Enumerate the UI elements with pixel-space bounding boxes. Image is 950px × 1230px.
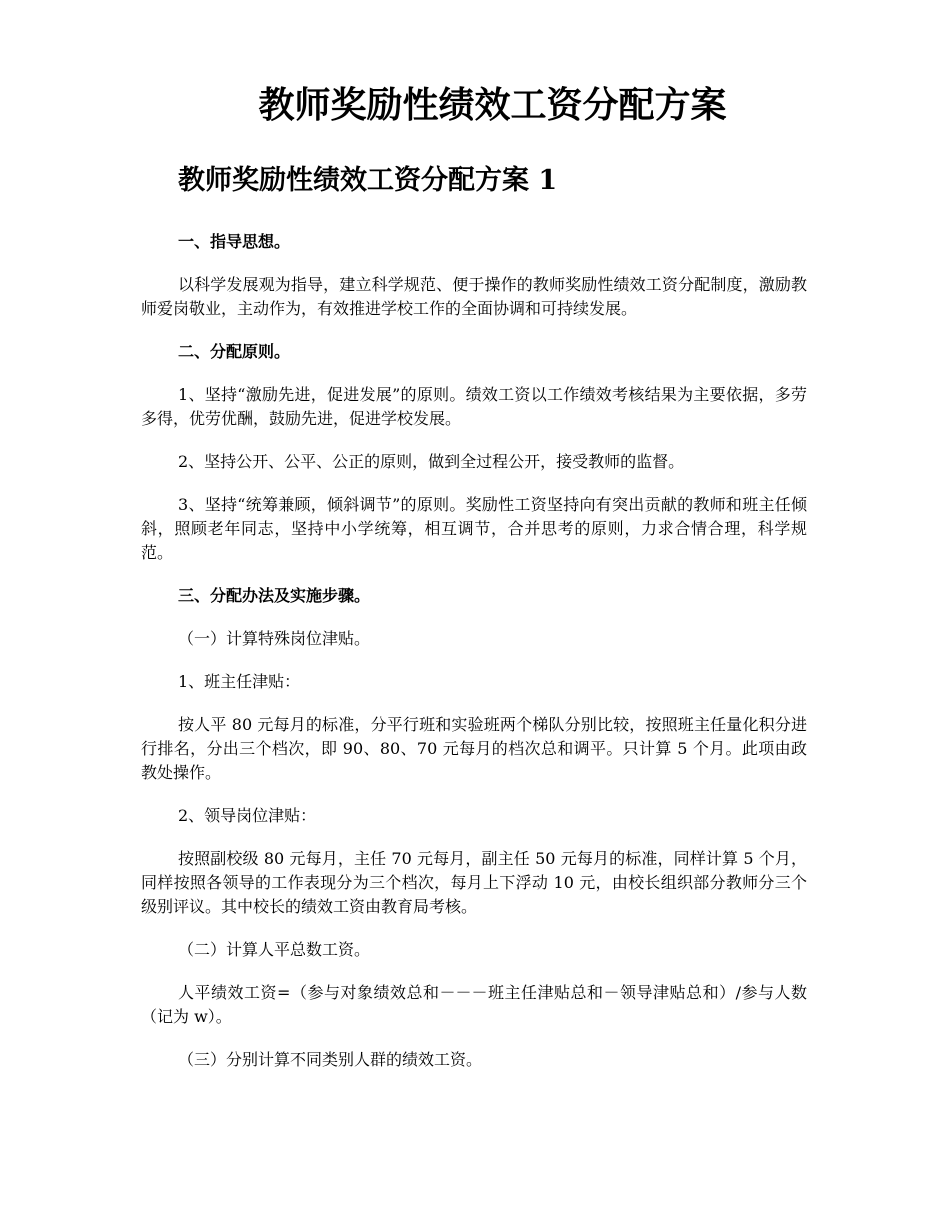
document-body [141, 230, 807, 1091]
principle-item-2: 2、坚持公开、公平、公正的原则，做到全过程公开，接受教师的监督。 [178, 452, 685, 471]
item-leadership-allowance: 2、领导岗位津贴： [178, 806, 317, 825]
section-title: 教师奖励性绩效工资分配方案 1 [178, 165, 558, 196]
subheading-category-wage: （三）分别计算不同类别人群的绩效工资。 [178, 1050, 483, 1069]
item-homeroom-allowance: 1、班主任津贴： [178, 672, 301, 691]
principle-item-1: 1、坚持“激励先进，促进发展”的原则。绩效工资以工作绩效考核结果为主要依据，多劳多得，优劳优酬，鼓励先进，促进学校发展。 [141, 385, 807, 428]
document-title: 教师奖励性绩效工资分配方案 [258, 84, 727, 126]
heading-distribution-principles: 二、分配原则。 [178, 342, 291, 361]
paragraph-average-wage-formula: 人平绩效工资=（参与对象绩效总和－－－班主任津贴总和－领导津贴总和）/参与人数（记为 w）。 [141, 983, 807, 1026]
principle-item-3: 3、坚持“统筹兼顾，倾斜调节”的原则。奖励性工资坚持向有突出贡献的教师和班主任倾斜，照顾老年同志，坚持中小学统筹，相互调节，合并思考的原则，力求合情合理，科学规范。 [141, 495, 807, 562]
heading-distribution-methods: 三、分配办法及实施步骤。 [178, 586, 371, 605]
paragraph-guiding-ideology: 以科学发展观为指导，建立科学规范、便于操作的教师奖励性绩效工资分配制度，激励教师爱岗敬业，主动作为，有效推进学校工作的全面协调和可持续发展。 [141, 275, 807, 318]
subheading-average-wage: （二）计算人平总数工资。 [178, 940, 371, 959]
subheading-special-allowance: （一）计算特殊岗位津贴。 [178, 629, 371, 648]
heading-guiding-ideology: 一、指导思想。 [178, 232, 291, 251]
paragraph-homeroom-allowance: 按人平 80 元每月的标准，分平行班和实验班两个梯队分别比较，按照班主任量化积分进行排名，分出三个档次，即 90、80、70 元每月的档次总和调平。只计算 5 个月。此项由政教处操作。 [141, 715, 807, 782]
paragraph-leadership-allowance: 按照副校级 80 元每月，主任 70 元每月，副主任 50 元每月的标准，同样计算 5 个月，同样按照各领导的工作表现分为三个档次，每月上下浮动 10 元，由校长组织部分教师分三个级别评议。其中校长的绩效工资由教育局考核。 [141, 849, 807, 916]
